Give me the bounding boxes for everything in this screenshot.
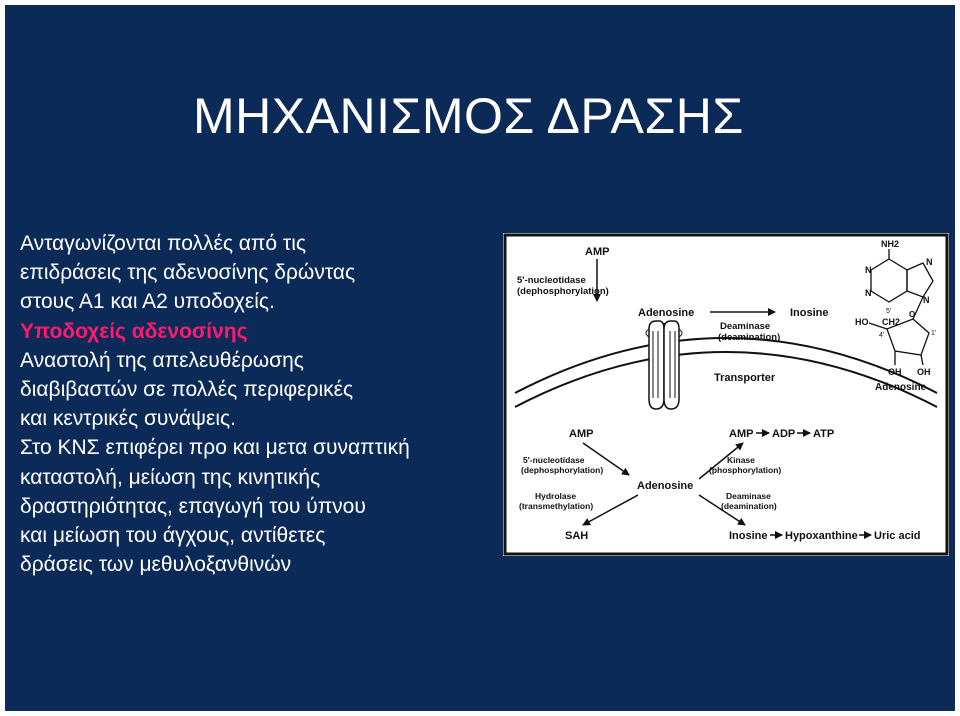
amp-top-label: AMP: [585, 246, 610, 258]
slide-title: ΜΗΧΑΝΙΣΜΟΣ ΔΡΑΣΗΣ: [193, 88, 744, 144]
metabolism-diagram: [503, 233, 949, 556]
sah-label: SAH: [565, 530, 589, 542]
atp-label: ATP: [813, 428, 835, 440]
nucleotidase-top-label: 5'-nucleotidase: [517, 275, 586, 286]
body-line: διαβιβαστών σε πολλές περιφερικές: [20, 378, 354, 402]
nucleotidase-bottom-label: 5'-nucleotidase: [523, 455, 585, 465]
body-line: καταστολή, μείωση της κινητικής: [20, 465, 321, 489]
adenosine-molecule-label: Adenosine: [875, 382, 927, 393]
body-line: δραστηριότητας, επαγωγή του ύπνου: [20, 494, 366, 518]
body-line: δράσεις των μεθυλοξανθινών: [20, 553, 292, 577]
prime5-label: 5': [886, 308, 892, 315]
transporter-label: Transporter: [714, 372, 776, 384]
uric-acid-label: Uric acid: [874, 530, 921, 542]
nh2-label: NH2: [881, 239, 900, 249]
highlight-heading: Υποδοχείς αδενοσίνης: [20, 319, 248, 343]
adenosine-top-label: Adenosine: [638, 307, 695, 319]
body-line: επιδράσεις της αδενοσίνης δρώντας: [20, 261, 356, 285]
body-line: Αναστολή της απελευθέρωσης: [20, 348, 304, 372]
transporter-channel: [646, 321, 682, 409]
ring-oxygen-label: O: [909, 310, 916, 319]
adenosine-structure: [869, 249, 933, 365]
dephosphorylation-top-label: (dephosphorylation): [517, 286, 609, 297]
prime4-label: 4': [879, 332, 885, 339]
hydrolase-label: Hydrolase: [535, 491, 577, 501]
ho-label: HO: [855, 317, 869, 327]
deamination-top-label: (deamination): [718, 332, 781, 343]
kinase-label: Kinase: [727, 455, 755, 465]
ch2-label: CH2: [882, 317, 901, 327]
deamination-bottom-label: (deamination): [721, 501, 777, 511]
prime1-label: 1': [931, 330, 937, 337]
body-line: και μείωση του άγχους, αντίθετες: [20, 524, 326, 548]
body-line: Στο ΚΝΣ επιφέρει προ και μετα συναπτική: [20, 436, 410, 460]
hypoxanthine-label: Hypoxanthine: [785, 530, 858, 542]
n-label: N: [865, 265, 872, 275]
body-line: Ανταγωνίζονται πολλές από τις: [20, 232, 307, 255]
adp-label: ADP: [772, 428, 796, 440]
oh-label: OH: [917, 367, 931, 377]
adenosine-bottom-label: Adenosine: [637, 480, 694, 492]
body-line: στους Α1 και Α2 υποδοχείς.: [20, 290, 275, 314]
body-line: και κεντρικές συνάψεις.: [20, 407, 237, 431]
amp-bottom-label: AMP: [569, 428, 594, 440]
n-label: N: [923, 295, 930, 305]
transmethylation-label: (transmethylation): [519, 501, 594, 511]
inosine-bottom-label: Inosine: [729, 530, 768, 542]
amp-right-label: AMP: [729, 428, 754, 440]
phosphorylation-label: (phosphorylation): [709, 465, 782, 475]
oh-label: OH: [888, 367, 902, 377]
n-label: N: [926, 257, 933, 267]
deaminase-top-label: Deaminase: [720, 321, 771, 332]
membrane-outer: [515, 338, 937, 393]
inosine-top-label: Inosine: [790, 307, 829, 319]
n-label: N: [865, 288, 872, 298]
dephosphorylation-bottom-label: (dephosphorylation): [521, 465, 604, 475]
body-text: [20, 229, 500, 579]
deaminase-bottom-label: Deaminase: [726, 491, 771, 501]
adenosine-metabolism-figure: [503, 233, 949, 556]
